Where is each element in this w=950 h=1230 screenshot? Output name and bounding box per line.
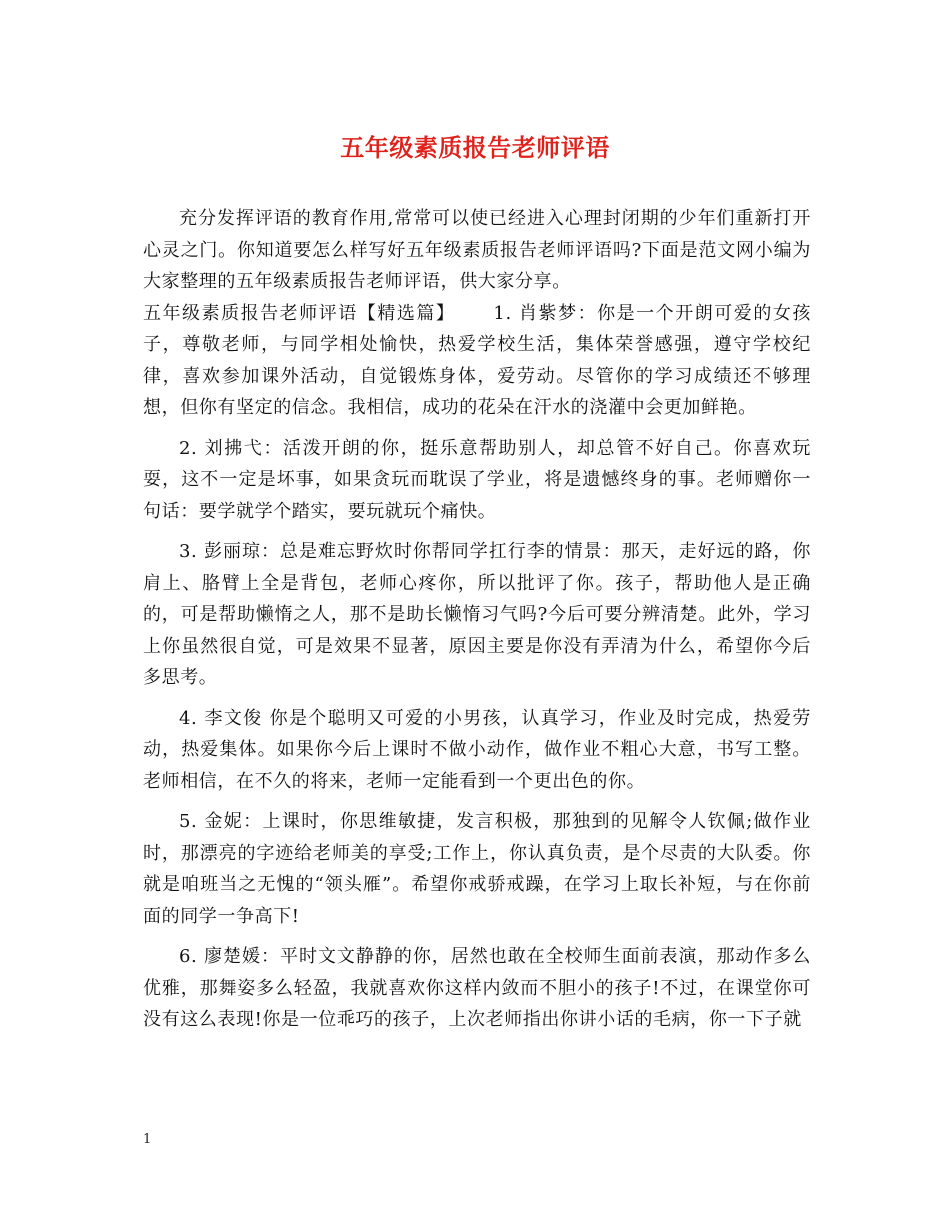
document-body [143,203,811,1045]
page-number: 1 [143,1132,152,1147]
comment-text-1: 1. 肖紫梦：你是一个开朗可爱的女孩子，尊敬老师，与同学相处愉快，热爱学校生活，集体荣誉感强，遵守学校纪律，喜欢参加课外活动，自觉锻炼身体，爱劳动。尽管你的学习成绩还不够理想，但你有坚定的信念。我相信，成功的花朵在汗水的浇灌中会更加鲜艳。 [143,302,811,418]
comment-paragraph-4: 4. 李文俊 你是个聪明又可爱的小男孩，认真学习，作业及时完成，热爱劳动，热爱集体。如果你今后上课时不做小动作，做作业不粗心大意，书写工整。老师相信，在不久的将来，老师一定能看到一个更出色的你。 [143,707,811,792]
comment-paragraph-2: 2. 刘拂弋：活泼开朗的你，挺乐意帮助别人，却总管不好自己。你喜欢玩耍，这不一定是坏事，如果贪玩而耽误了学业，将是遗憾终身的事。老师赠你一句话：要学就学个踏实，要玩就玩个痛快。 [143,437,811,522]
comment-paragraph-6: 6. 廖楚媛：平时文文静静的你，居然也敢在全校师生面前表演，那动作多么优雅，那舞姿多么轻盈，我就喜欢你这样内敛而不胆小的孩子!不过，在课堂你可没有这么表现!你是一位乖巧的孩子，上次老师指出你讲小话的毛病，你一下子就 [143,946,811,1030]
document-title: 五年级素质报告老师评语 [340,133,610,162]
comment-paragraph-3: 3. 彭丽琼：总是难忘野炊时你帮同学扛行李的情景：那天，走好远的路，你肩上、胳臂上全是背包，老师心疼你，所以批评了你。孩子，帮助他人是正确的，可是帮助懒惰之人，那不是助长懒惰习气吗?今后可要分辨清楚。此外，学习上你虽然很自觉，可是效果不显著，原因主要是你没有弄清为什么，希望你今后多思考。 [143,541,811,688]
comment-paragraph-5: 5. 金妮：上课时，你思维敏捷，发言积极，那独到的见解令人钦佩;做作业时，那漂亮的字迹给老师美的享受;工作上，你认真负责，是个尽责的大队委。你就是咱班当之无愧的“领头雁”。希望你戒骄戒躁，在学习上取长补短，与在你前面的同学一争高下! [143,811,811,927]
intro-paragraph: 充分发挥评语的教育作用,常常可以使已经进入心理封闭期的少年们重新打开心灵之门。你知道要怎么样写好五年级素质报告老师评语吗?下面是范文网小编为大家整理的五年级素质报告老师评语，供大家分享。 [143,208,811,292]
section-heading: 五年级素质报告老师评语【精选篇】 [143,302,456,324]
comment-paragraph-1 [143,298,811,424]
